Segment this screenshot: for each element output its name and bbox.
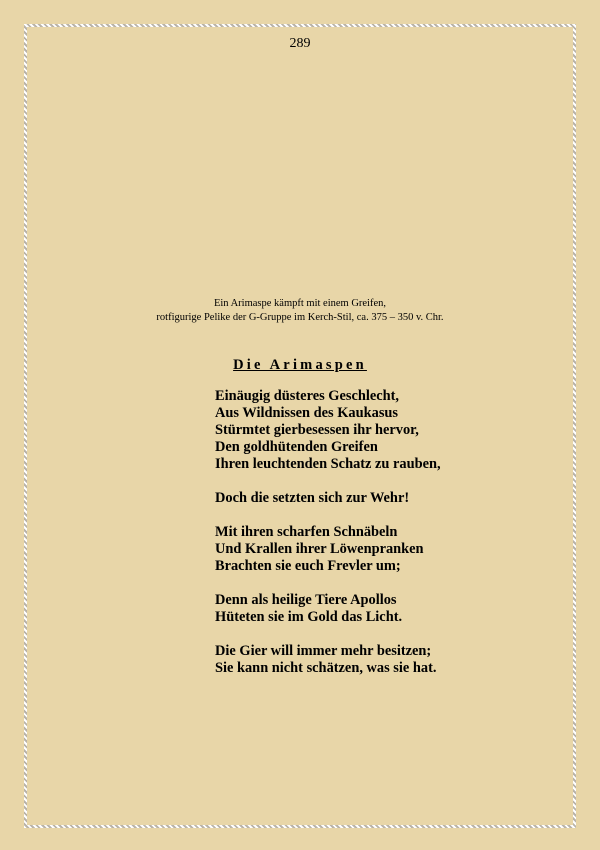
poem-line: Einäugig düsteres Geschlecht, — [215, 388, 400, 404]
stanza-3 — [215, 524, 441, 575]
poem-title: Die Arimaspen — [233, 357, 367, 373]
poem-line: Sie kann nicht schätzen, was sie hat. — [215, 660, 437, 676]
caption-line-2: rotfigurige Pelike der G-Gruppe im Kerch-Stil, ca. 375 – 350 v. Chr. — [156, 312, 444, 323]
image-caption — [0, 297, 600, 325]
poem-body — [215, 388, 441, 694]
stanza-4 — [215, 592, 441, 626]
stanza-5 — [215, 643, 441, 677]
poem-line: Denn als heilige Tiere Apollos — [215, 592, 397, 608]
poem-line: Aus Wildnissen des Kaukasus — [215, 405, 399, 421]
poem-line: Hüteten sie im Gold das Licht. — [215, 609, 403, 625]
poem-line: Und Krallen ihrer Löwenpranken — [215, 541, 424, 557]
caption-line-1: Ein Arimaspe kämpft mit einem Greifen, — [213, 298, 387, 309]
page-number: 289 — [289, 36, 311, 51]
poem-line: Mit ihren scharfen Schnäbeln — [215, 524, 398, 540]
poem-line: Stürmtet gierbesessen ihr hervor, — [215, 422, 419, 438]
stanza-2 — [215, 490, 441, 507]
poem-line: Die Gier will immer mehr besitzen; — [215, 643, 432, 659]
poem-line: Doch die setzten sich zur Wehr! — [215, 490, 410, 506]
poem-line: Ihren leuchtenden Schatz zu rauben, — [215, 456, 441, 472]
stanza-1 — [215, 388, 441, 473]
poem-line: Den goldhütenden Greifen — [215, 439, 378, 455]
poem-line: Brachten sie euch Frevler um; — [215, 558, 401, 574]
